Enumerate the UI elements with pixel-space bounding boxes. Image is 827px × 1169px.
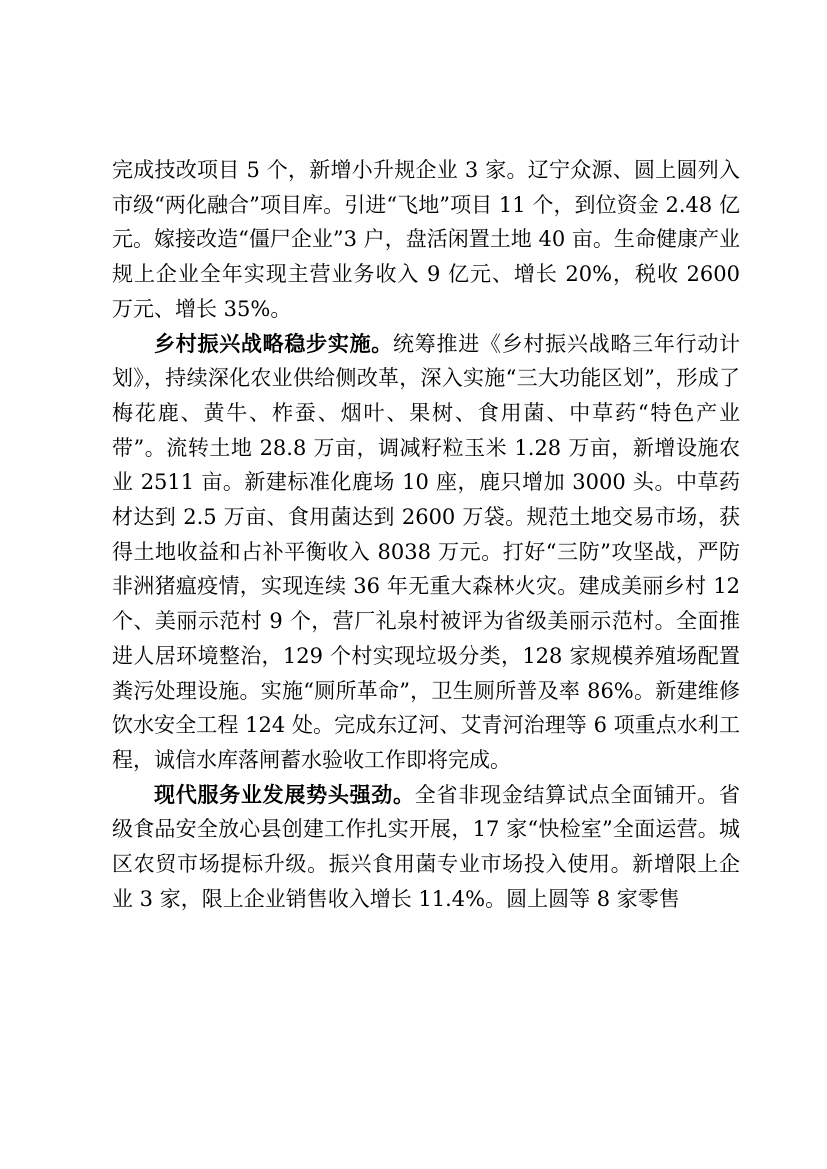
- paragraph-2-text: 统筹推进《乡村振兴战略三年行动计划》，持续深化农业供给侧改革，深入实施“三大功能区划”，形成了梅花鹿、黄牛、柞蚕、烟叶、果树、食用菌、中草药“特色产业带”。流转土地 28.8 万亩，调减籽粒玉米 1.28 万亩，新增设施农业 2511 亩。新建标准化鹿场 10 座，鹿只增加 3000 头。中草药材达到 2.5 万亩、食用菌达到 2600 万袋。规范土地交易市场，获得土地收益和占补平衡收入 8038 万元。打好“三防”攻坚战，严防非洲猪瘟疫情，实现连续 36 年无重大森林火灾。建成美丽乡村 12 个、美丽示范村 9 个，营厂礼泉村被评为省级美丽示范村。全面推进人居环境整治，129 个村实现垃圾分类，128 家规模养殖场配置粪污处理设施。实施“厕所革命”，卫生厕所普及率 86%。新建维修饮水安全工程 124 处。完成东辽河、艾青河治理等 6 项重点水利工程，诚信水库落闸蓄水验收工作即将完成。: [112, 331, 741, 772]
- paragraph-1-text: 完成技改项目 5 个，新增小升规企业 3 家。辽宁众源、圆上圆列入市级“两化融合”项目库。引进“飞地”项目 11 个，到位资金 2.48 亿元。嫁接改造“僵尸企业”3 户，盘活闲置土地 40 亩。生命健康产业规上企业全年实现主营业务收入 9 亿元、增长 20%，税收 2600 万元、增长 35%。: [112, 158, 740, 321]
- paragraph-3-heading: 现代服务业发展势头强劲。: [154, 781, 415, 807]
- paragraph-2-heading: 乡村振兴战略稳步实施。: [154, 330, 394, 356]
- paragraph-1: [112, 153, 740, 327]
- paragraph-2: [112, 327, 740, 778]
- paragraph-3-text: 全省非现金结算试点全面铺开。省级食品安全放心县创建工作扎实开展，17 家“快检室”全面运营。城区农贸市场提标升级。振兴食用菌专业市场投入使用。新增限上企业 3 家，限上企业销售收入增长 11.4%。圆上圆等 8 家零售: [112, 782, 741, 911]
- document-body: [112, 153, 740, 916]
- paragraph-3: [112, 778, 740, 917]
